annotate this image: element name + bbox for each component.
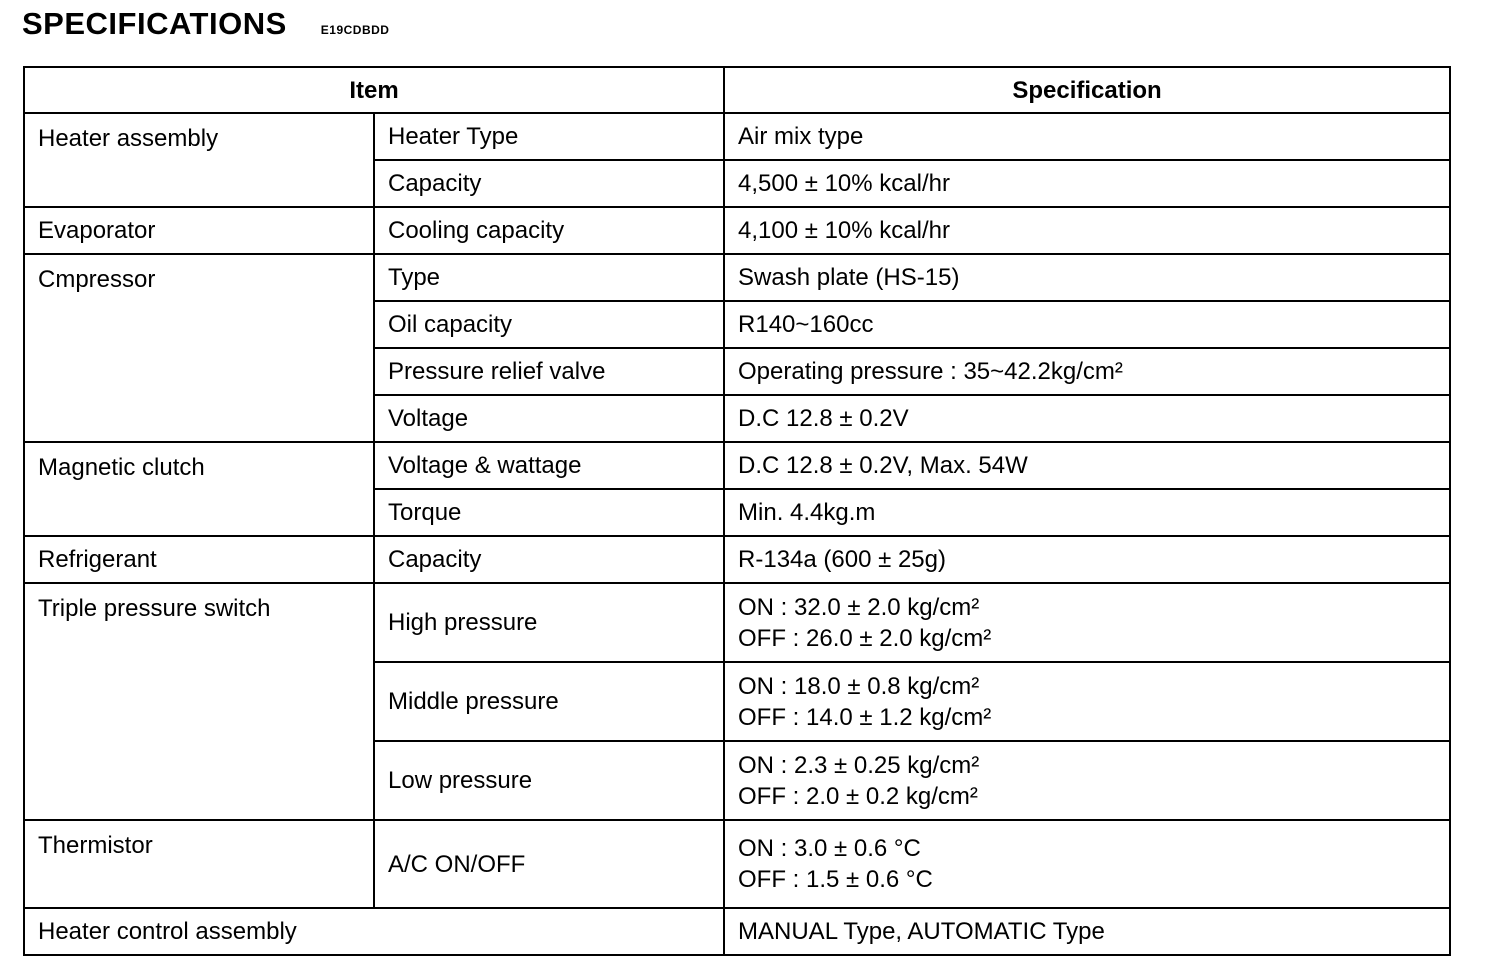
item-cell: Heater Type — [374, 113, 724, 160]
spec-off-value: OFF : 2.0 ± 0.2 kg/cm² — [738, 782, 978, 810]
table-row — [24, 113, 1450, 160]
item-cell: Voltage & wattage — [374, 442, 724, 489]
table-row — [24, 207, 1450, 254]
spec-off-value: OFF : 26.0 ± 2.0 kg/cm² — [738, 624, 992, 652]
group-refrigerant: Refrigerant — [24, 536, 374, 583]
item-cell: Type — [374, 254, 724, 301]
spec-cell: R-134a (600 ± 25g) — [724, 536, 1450, 583]
spec-off-value: OFF : 1.5 ± 0.6 °C — [738, 866, 933, 893]
column-header-item: Item — [24, 67, 724, 113]
table-row — [24, 820, 1450, 908]
item-cell: Pressure relief valve — [374, 348, 724, 395]
spec-cell: D.C 12.8 ± 0.2V, Max. 54W — [724, 442, 1450, 489]
item-cell: Low pressure — [374, 741, 724, 820]
specifications-table — [23, 66, 1451, 956]
group-evaporator: Evaporator — [24, 207, 374, 254]
item-cell: Voltage — [374, 395, 724, 442]
table-header-row — [24, 67, 1450, 113]
item-cell: Torque — [374, 489, 724, 536]
table-row — [24, 908, 1450, 955]
group-magnetic-clutch: Magnetic clutch — [24, 442, 374, 536]
spec-cell — [724, 820, 1450, 908]
spec-cell — [724, 583, 1450, 662]
page-header — [22, 6, 389, 42]
column-header-specification: Specification — [724, 67, 1450, 113]
table-row — [24, 536, 1450, 583]
spec-cell: MANUAL Type, AUTOMATIC Type — [724, 908, 1450, 955]
spec-on-value: ON : 32.0 ± 2.0 kg/cm² — [738, 593, 980, 621]
spec-on-value: ON : 3.0 ± 0.6 °C — [738, 835, 921, 862]
spec-off-value: OFF : 14.0 ± 1.2 kg/cm² — [738, 703, 992, 731]
table-row — [24, 583, 1450, 662]
spec-cell: R140~160cc — [724, 301, 1450, 348]
item-cell: Capacity — [374, 536, 724, 583]
group-triple-pressure-switch: Triple pressure switch — [24, 583, 374, 820]
spec-cell: 4,100 ± 10% kcal/hr — [724, 207, 1450, 254]
spec-cell: D.C 12.8 ± 0.2V — [724, 395, 1450, 442]
spec-cell — [724, 662, 1450, 741]
spec-cell: Operating pressure : 35~42.2kg/cm² — [724, 348, 1450, 395]
item-cell: Middle pressure — [374, 662, 724, 741]
spec-cell — [724, 741, 1450, 820]
spec-cell: 4,500 ± 10% kcal/hr — [724, 160, 1450, 207]
table-row — [24, 442, 1450, 489]
group-heater-control-assembly: Heater control assembly — [24, 908, 724, 955]
item-cell: Cooling capacity — [374, 207, 724, 254]
item-cell: Oil capacity — [374, 301, 724, 348]
group-compressor: Cmpressor — [24, 254, 374, 442]
spec-cell: Air mix type — [724, 113, 1450, 160]
item-cell: High pressure — [374, 583, 724, 662]
spec-on-value: ON : 2.3 ± 0.25 kg/cm² — [738, 751, 980, 779]
item-cell: A/C ON/OFF — [374, 820, 724, 908]
document-code: E19CDBDD — [320, 23, 390, 37]
group-heater-assembly: Heater assembly — [24, 113, 374, 207]
spec-cell: Swash plate (HS-15) — [724, 254, 1450, 301]
table-row — [24, 254, 1450, 301]
group-thermistor: Thermistor — [24, 820, 374, 908]
page-title: SPECIFICATIONS — [22, 6, 287, 41]
spec-cell: Min. 4.4kg.m — [724, 489, 1450, 536]
item-cell: Capacity — [374, 160, 724, 207]
spec-on-value: ON : 18.0 ± 0.8 kg/cm² — [738, 672, 980, 700]
